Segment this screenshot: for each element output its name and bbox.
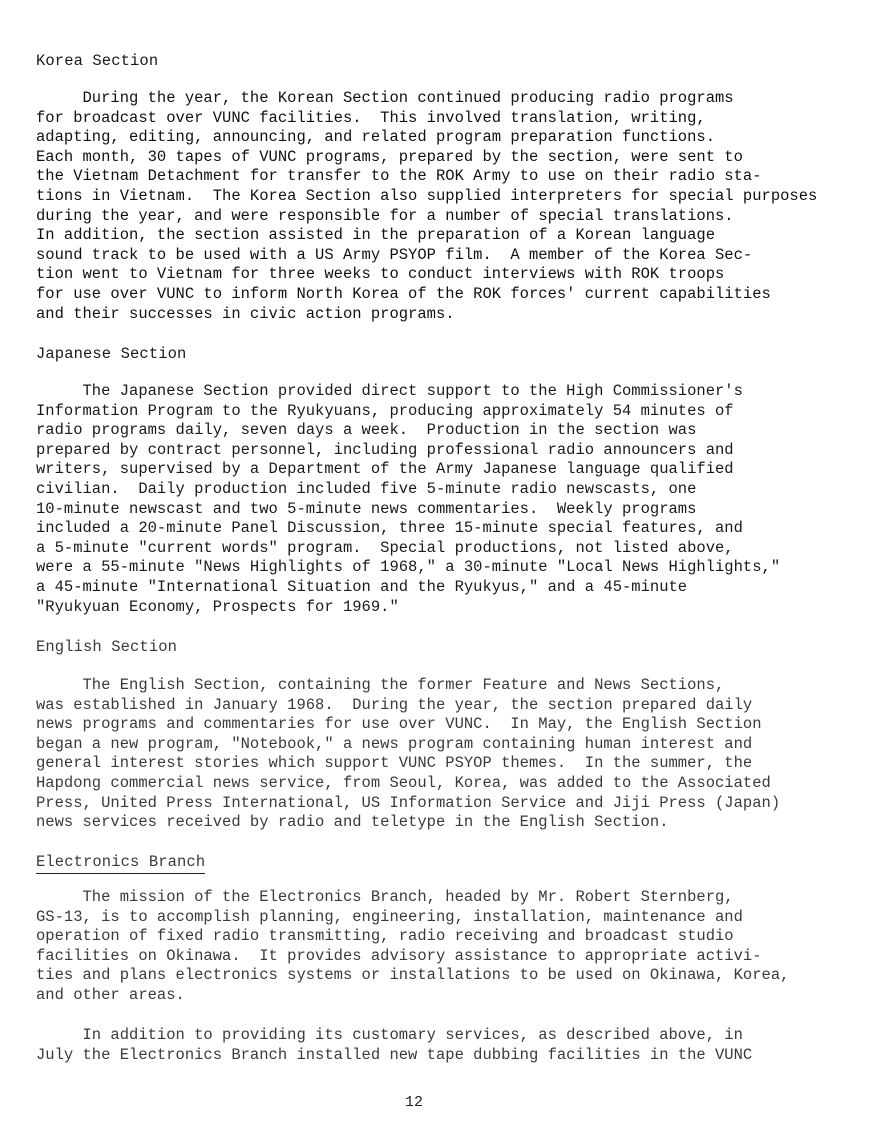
paragraph-line: The English Section, containing the former Feature and News Sections,	[36, 676, 725, 694]
paragraph-line: Press, United Press International, US Information Service and Jiji Press (Japan)	[36, 793, 781, 812]
electronics-branch-paragraph-1	[36, 888, 866, 1006]
paragraph-line: adapting, editing, announcing, and related program preparation functions.	[36, 128, 716, 147]
page-number: 12	[405, 1094, 424, 1111]
paragraph-line: was established in January 1968. During the year, the section prepared daily	[36, 695, 753, 714]
paragraph-line: During the year, the Korean Section continued producing radio programs	[36, 89, 734, 107]
paragraph-line: began a new program, "Notebook," a news program containing human interest and	[36, 734, 753, 753]
paragraph-line: general interest stories which support VUNC PSYOP themes. In the summer, the	[36, 754, 753, 773]
paragraph-line: operation of fixed radio transmitting, radio receiving and broadcast studio	[36, 927, 734, 946]
paragraph-line: for broadcast over VUNC facilities. This involved translation, writing,	[36, 108, 706, 127]
electronics-branch-heading: Electronics Branch	[36, 852, 205, 874]
paragraph-line: a 5-minute "current words" program. Special productions, not listed above,	[36, 538, 734, 557]
korea-section-paragraph	[36, 89, 866, 324]
paragraph-line: and other areas.	[36, 985, 185, 1004]
paragraph-line: ties and plans electronics systems or installations to be used on Okinawa, Korea,	[36, 966, 790, 985]
paragraph-line: July the Electronics Branch installed new tape dubbing facilities in the VUNC	[36, 1045, 753, 1064]
paragraph-line: the Vietnam Detachment for transfer to the ROK Army to use on their radio sta-	[36, 167, 762, 186]
paragraph-line: GS-13, is to accomplish planning, engineering, installation, maintenance and	[36, 907, 743, 926]
paragraph-line: tion went to Vietnam for three weeks to conduct interviews with ROK troops	[36, 265, 725, 284]
paragraph-line: The Japanese Section provided direct support to the High Commissioner's	[36, 382, 743, 400]
electronics-branch-paragraph-2	[36, 1026, 866, 1065]
paragraph-line: were a 55-minute "News Highlights of 1968," a 30-minute "Local News Highlights,"	[36, 558, 781, 577]
english-section-heading: English Section	[36, 638, 178, 656]
paragraph-line: prepared by contract personnel, including professional radio announcers and	[36, 440, 734, 459]
japanese-section-heading: Japanese Section	[36, 345, 187, 363]
paragraph-line: radio programs daily, seven days a week. Production in the section was	[36, 421, 697, 440]
paragraph-line: facilities on Okinawa. It provides advisory assistance to appropriate activi-	[36, 946, 762, 965]
paragraph-line: writers, supervised by a Department of the Army Japanese language qualified	[36, 460, 734, 479]
paragraph-line: and their successes in civic action programs.	[36, 304, 455, 323]
paragraph-line: civilian. Daily production included five 5-minute radio newscasts, one	[36, 479, 697, 498]
paragraph-line: included a 20-minute Panel Discussion, three 15-minute special features, and	[36, 519, 743, 538]
paragraph-line: for use over VUNC to inform North Korea of the ROK forces' current capabilities	[36, 284, 771, 303]
paragraph-line: news programs and commentaries for use over VUNC. In May, the English Section	[36, 715, 762, 734]
paragraph-line: The mission of the Electronics Branch, headed by Mr. Robert Sternberg,	[36, 888, 734, 906]
paragraph-line: news services received by radio and teletype in the English Section.	[36, 813, 669, 832]
japanese-section-paragraph	[36, 382, 866, 617]
paragraph-line: sound track to be used with a US Army PSYOP film. A member of the Korea Sec-	[36, 245, 753, 264]
paragraph-line: In addition to providing its customary services, as described above, in	[36, 1026, 743, 1044]
paragraph-line: during the year, and were responsible for a number of special translations.	[36, 206, 734, 225]
paragraph-line: tions in Vietnam. The Korea Section also supplied interpreters for special purposes	[36, 186, 818, 205]
paragraph-line: "Ryukyuan Economy, Prospects for 1969."	[36, 597, 399, 616]
korea-section-heading: Korea Section	[36, 52, 159, 70]
paragraph-line: In addition, the section assisted in the preparation of a Korean language	[36, 226, 716, 245]
paragraph-line: 10-minute newscast and two 5-minute news commentaries. Weekly programs	[36, 499, 697, 518]
english-section-paragraph	[36, 676, 866, 833]
paragraph-line: a 45-minute "International Situation and the Ryukyus," and a 45-minute	[36, 577, 688, 596]
paragraph-line: Information Program to the Ryukyuans, producing approximately 54 minutes of	[36, 401, 734, 420]
paragraph-line: Hapdong commercial news service, from Seoul, Korea, was added to the Associated	[36, 773, 771, 792]
paragraph-line: Each month, 30 tapes of VUNC programs, prepared by the section, were sent to	[36, 147, 743, 166]
